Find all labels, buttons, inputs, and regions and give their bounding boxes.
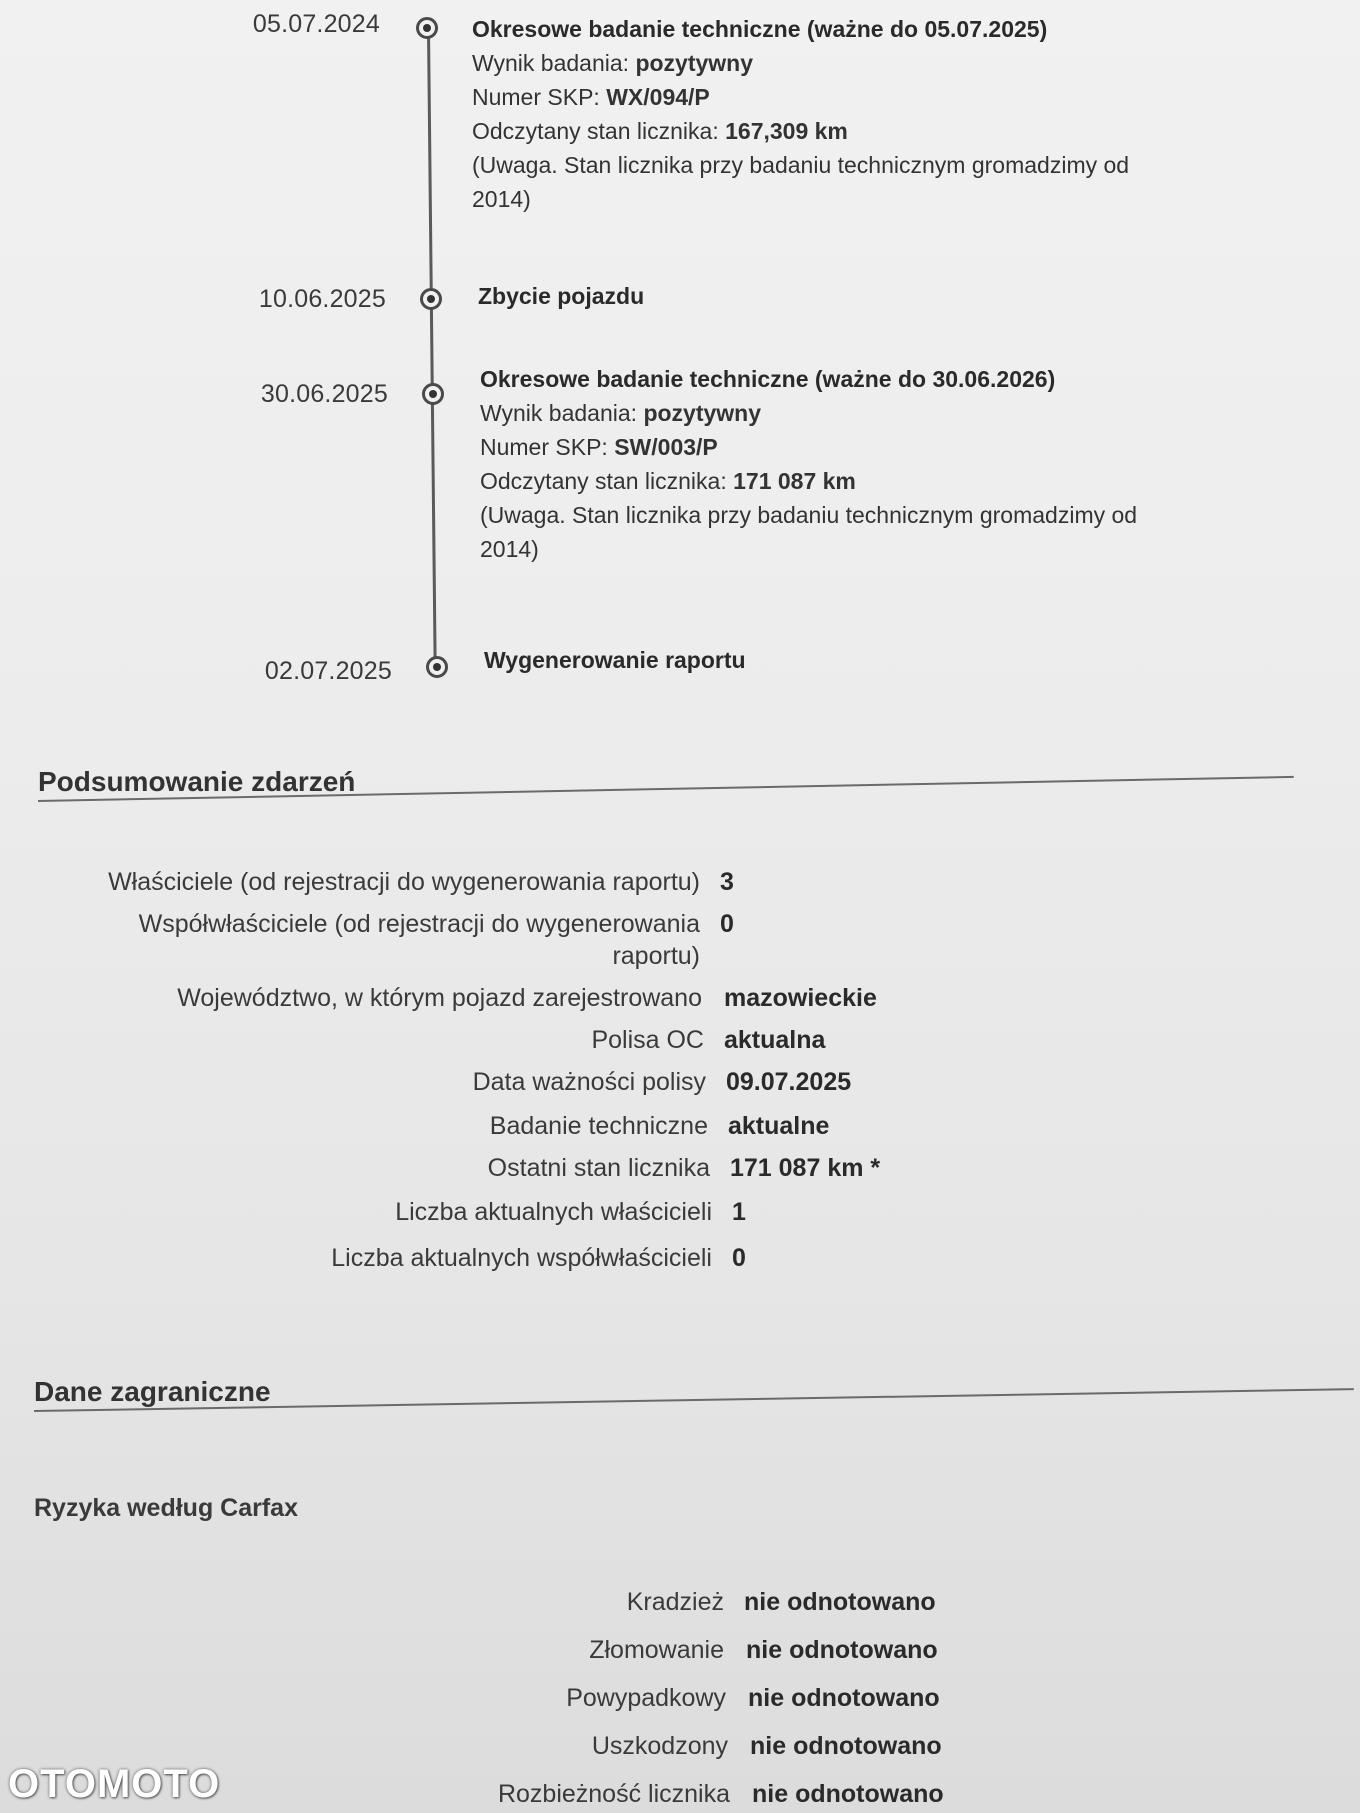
summary-key: Liczba aktualnych właścicieli (395, 1198, 712, 1226)
timeline-dot-icon (420, 288, 442, 310)
summary-value: 0 (720, 910, 734, 938)
timeline-dot-icon (422, 383, 444, 405)
summary-key: Liczba aktualnych współwłaścicieli (331, 1244, 712, 1272)
summary-key: Polisa OC (591, 1026, 704, 1054)
risk-value: nie odnotowano (750, 1732, 942, 1760)
event-details (478, 279, 1198, 313)
summary-key: Ostatni stan licznika (487, 1154, 710, 1182)
event-date: 05.07.2024 (252, 10, 380, 38)
summary-value: mazowieckie (724, 984, 877, 1012)
risk-key: Złomowanie (589, 1636, 724, 1664)
section-heading-summary: Podsumowanie zdarzeń (38, 766, 356, 797)
event-line: Odczytany stan licznika: 167,309 km (472, 118, 848, 144)
event-line: Numer SKP: SW/003/P (480, 434, 718, 460)
event-details (472, 12, 1192, 216)
risk-key: Uszkodzony (591, 1732, 728, 1760)
event-note: (Uwaga. Stan licznika przy badaniu technicznym gromadzimy od 2014) (480, 502, 1138, 562)
otomoto-watermark: OTOMOTO (8, 1762, 221, 1806)
risk-key: Kradzież (626, 1588, 724, 1616)
summary-key: Data ważności polisy (472, 1068, 706, 1096)
event-line: Odczytany stan licznika: 171 087 km (480, 468, 856, 494)
event-timeline (0, 0, 1360, 700)
carfax-risks-heading: Ryzyka według Carfax (34, 1494, 298, 1522)
summary-value: 09.07.2025 (726, 1068, 852, 1096)
risk-key: Rozbieżność licznika (497, 1780, 730, 1808)
section-heading-foreign: Dane zagraniczne (34, 1376, 271, 1407)
risk-value: nie odnotowano (744, 1588, 936, 1616)
event-note: (Uwaga. Stan licznika przy badaniu technicznym gromadzimy od 2014) (472, 152, 1130, 212)
summary-key: Badanie techniczne (489, 1112, 708, 1140)
event-line: Wynik badania: pozytywny (480, 400, 762, 426)
event-line: Wynik badania: pozytywny (472, 50, 754, 76)
timeline-line (427, 30, 437, 670)
summary-value: aktualna (724, 1026, 826, 1054)
timeline-dot-icon (416, 17, 438, 39)
summary-value: 1 (732, 1198, 746, 1226)
event-title: Wygenerowanie raportu (484, 647, 746, 673)
summary-value: 171 087 km * (730, 1154, 881, 1182)
summary-key: Współwłaściciele (od rejestracji do wygenerowania raportu) (138, 910, 700, 970)
risk-value: nie odnotowano (748, 1684, 940, 1712)
summary-key: Właściciele (od rejestracji do wygenerowania raportu) (108, 868, 700, 896)
event-title: Okresowe badanie techniczne (ważne do 05.07.2025) (472, 16, 1048, 42)
event-date: 30.06.2025 (260, 380, 388, 408)
event-date: 10.06.2025 (258, 285, 386, 313)
risk-key: Powypadkowy (566, 1684, 726, 1712)
risk-value: nie odnotowano (746, 1636, 938, 1664)
event-details (484, 643, 1204, 677)
event-date: 02.07.2025 (264, 657, 392, 685)
timeline-dot-icon (426, 656, 448, 678)
event-details (480, 362, 1200, 566)
event-title: Zbycie pojazdu (478, 283, 645, 309)
summary-key: Województwo, w którym pojazd zarejestrowano (177, 984, 702, 1012)
event-title: Okresowe badanie techniczne (ważne do 30.06.2026) (480, 366, 1056, 392)
summary-value: aktualne (728, 1112, 830, 1140)
summary-value: 0 (732, 1244, 746, 1272)
event-line: Numer SKP: WX/094/P (472, 84, 710, 110)
summary-value: 3 (720, 868, 734, 896)
risk-value: nie odnotowano (752, 1780, 944, 1808)
